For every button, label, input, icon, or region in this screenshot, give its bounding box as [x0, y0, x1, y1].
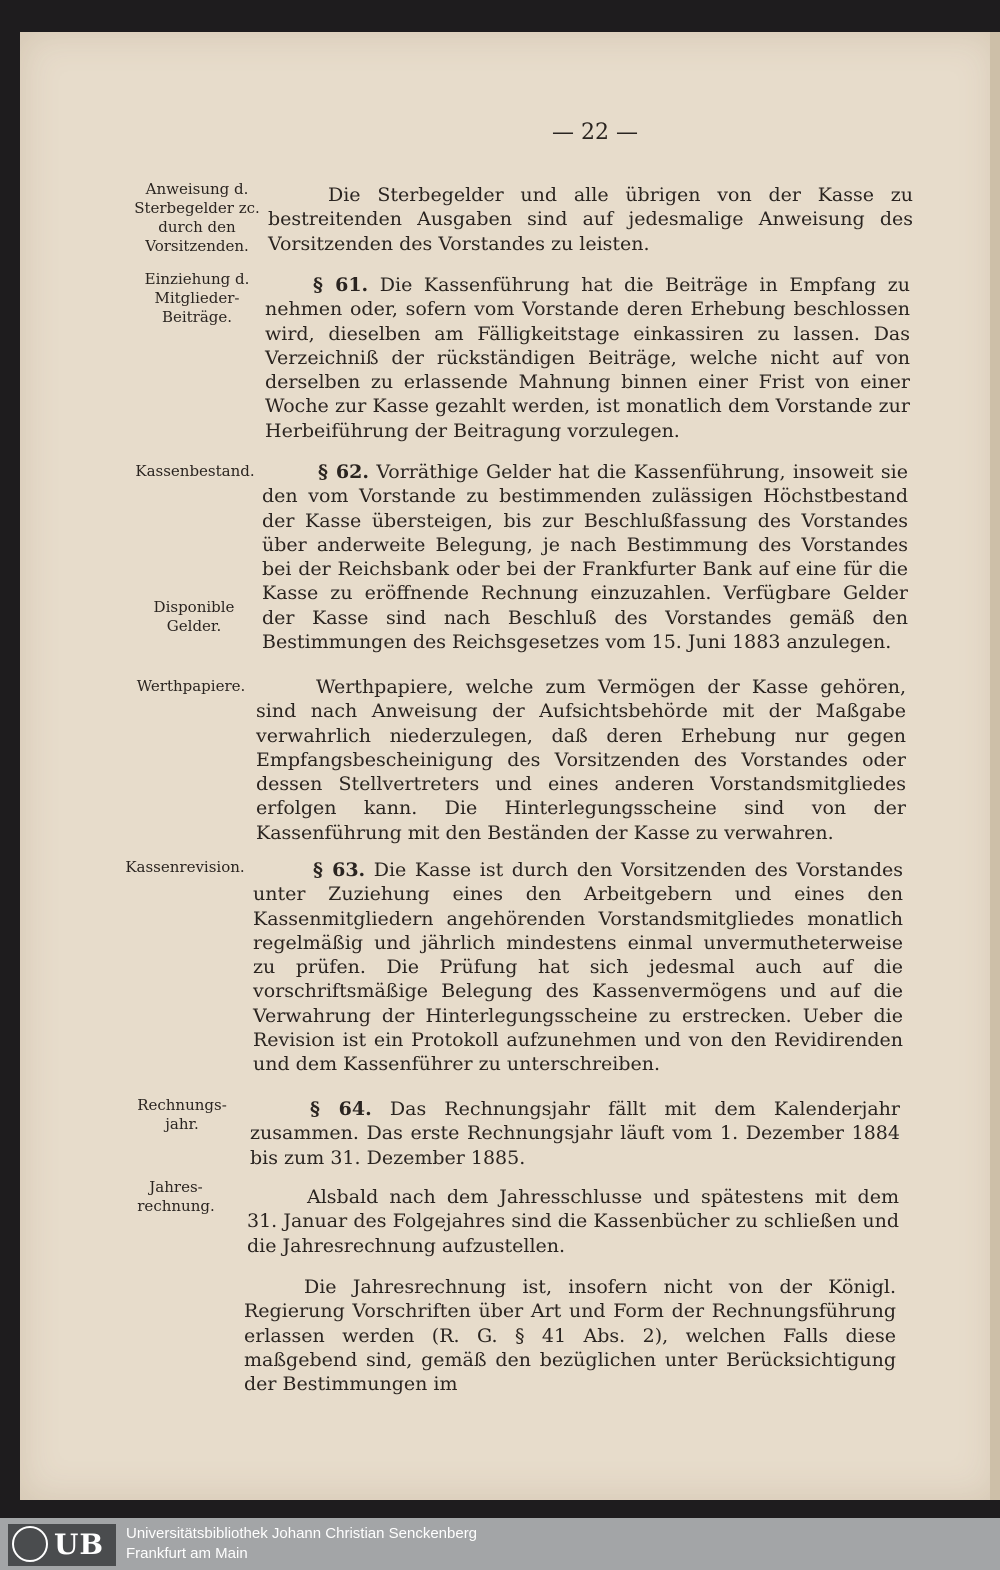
ub-logo [8, 1524, 116, 1566]
margin-note-rechnungsjahr: Rechnungs- jahr. [137, 1096, 227, 1133]
paragraph-text: Vorräthige Gelder hat die Kassenführung, insoweit sie den vom Vorstande zu bestimmenden zulässigen Höchstbestand der Kasse übersteigen, bis zur Beschlußfassung des Vorstandes über anderweite Belegung, je nach Bestimmung des Vorstandes bei der Reichsbank oder bei der Frankfurter Bank auf eine für die Kasse zu eröffnende Rechnung einzuzahlen. Verfügbare Gelder der Kasse sind nach Beschluß des Vorstandes gemäß den Bestimmungen des Reichsgesetzes vom 15. Juni 1883 anzulegen. [262, 461, 909, 654]
section-number: § 63. [313, 859, 366, 881]
section-number: § 62. [318, 461, 369, 483]
margin-note-werthpapiere: Werthpapiere. [136, 677, 246, 695]
page-edge [990, 32, 1000, 1500]
paragraph-werthpapiere [256, 675, 906, 845]
paragraph-text: Die Kassenführung hat die Beiträge in Empfang zu nehmen oder, sofern vom Vorstande deren Erhebung beschlossen wird, dieselben am Fälligkeitstage einkassiren zu lassen. Das Verzeichniß der rückständigen Beiträge, welche nicht auf von derselben zu erlassende Mahnung binnen einer Frist von einer Woche zur Kasse gezahlt werden, ist monatlich dem Vorstande zur Herbeiführung der Beitragung vorzulegen. [265, 274, 910, 442]
margin-note-sterbegelder: Anweisung d. Sterbegelder zc. durch den Vorsitzenden. [134, 180, 260, 255]
margin-note-einziehung: Einziehung d. Mitglieder- Beiträge. [144, 270, 250, 326]
margin-note-kassenrevision: Kassenrevision. [125, 858, 245, 876]
section-number: § 61. [313, 274, 369, 296]
paragraph-text: Die Kasse ist durch den Vorsitzenden des Vorstandes unter Zuziehung eines den Arbeitgebern und eines den Kassenmitgliedern angehörenden Vorstandsmitgliedes monatlich regelmäßig und jährlich mindestens einmal unvermutheterweise zu prüfen. Die Prüfung hat sich jedesmal auch auf die vorschriftsmäßige Belegung des Kassenvermögens und auf die Verwahrung der Hinterlegungsscheine zu erstrecken. Ueber die Revision ist ein Protokoll aufzunehmen und von den Revidirenden und dem Kassenführer zu unterschreiben. [253, 859, 903, 1076]
library-name-line2: Frankfurt am Main [126, 1545, 248, 1562]
paragraph-text: Das Rechnungsjahr fällt mit dem Kalenderjahr zusammen. Das erste Rechnungsjahr läuft vom 1. Dezember 1884 bis zum 31. Dezember 1885. [250, 1098, 901, 1169]
library-name [126, 1524, 477, 1564]
section-number: § 64. [310, 1098, 372, 1120]
page-number: — 22 — [552, 120, 638, 145]
paragraph-section-61 [265, 273, 910, 443]
paragraph-section-62 [262, 460, 908, 654]
ub-logo-text: UB [54, 1528, 105, 1561]
paragraph-text: Werthpapiere, welche zum Vermögen der Kasse gehören, sind nach Anweisung der Aufsichtsbehörde mit der Maßgabe verwahrlich niederzulegen, daß deren Erhebung nur gegen Empfangsbescheinigung des Vorsitzenden des Vorstandes oder dessen Stellvertreters und eines anderen Vorstandsmitgliedes erfolgen kann. Die Hinterlegungsscheine sind von der Kassenführung mit den Beständen der Kasse zu verwahren. [256, 676, 906, 844]
paragraph-jahresrechnung-details [244, 1275, 896, 1396]
library-name-line1: Universitätsbibliothek Johann Christian Senckenberg [126, 1525, 478, 1542]
paragraph-text: Die Sterbegelder und alle übrigen von der Kasse zu bestreitenden Ausgaben sind auf jedesmalige Anweisung des Vorsitzenden des Vorstandes zu leisten. [268, 184, 913, 255]
paragraph-text: Die Jahresrechnung ist, insofern nicht von der Königl. Regierung Vorschriften über Art und Form der Rechnungsführung erlassen werden (R. G. § 41 Abs. 2), welchen Falls diese maßgebend sind, gemäß den bezüglichen unter Berücksichtigung der Bestimmungen im [244, 1276, 896, 1396]
paragraph-text: Alsbald nach dem Jahresschlusse und spätestens mit dem 31. Januar des Folgejahres sind die Kassenbücher zu schließen und die Jahresrechnung aufzustellen. [247, 1186, 899, 1257]
margin-note-jahresrechnung: Jahres- rechnung. [137, 1178, 215, 1215]
paragraph-section-63 [253, 858, 903, 1077]
paragraph-jahresrechnung [247, 1185, 899, 1258]
library-footer [0, 1518, 1000, 1570]
margin-note-kassenbestand: Kassenbestand. [135, 462, 255, 480]
seal-icon [12, 1526, 48, 1562]
paragraph-sterbegelder [268, 183, 913, 256]
margin-note-disponible-gelder: Disponible Gelder. [153, 598, 235, 635]
paragraph-section-64 [250, 1097, 900, 1170]
